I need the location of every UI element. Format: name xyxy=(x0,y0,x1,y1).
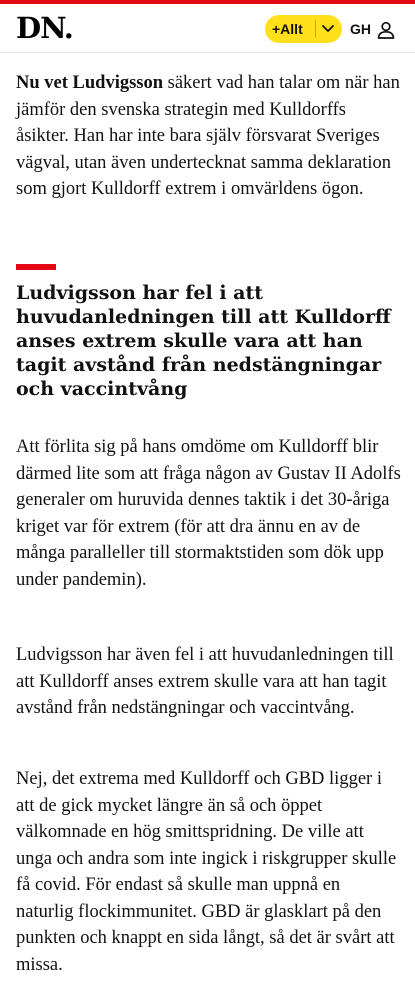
button-divider xyxy=(315,20,316,38)
all-sections-label: +Allt xyxy=(272,21,303,37)
dn-logo[interactable]: DN. xyxy=(16,11,73,45)
article-paragraph: Att förlita sig på hans omdöme om Kulldorff blir därmed lite som att fråga någon av Gustav II Adolfs generaler om huruvida dennes taktik i det 30-åriga kriget var för extrem (för att dra ännu en av de många paralleller till stormaktstiden som dök upp under pandemin). xyxy=(16,437,401,590)
article-subheading: Ludvigsson har fel i att huvudanledningen till att Kulldorff anses extrem skulle vara att han tagit avstånd från nedstängningar och vaccintvång xyxy=(16,282,391,400)
user-initials[interactable]: GH xyxy=(350,21,371,37)
subheading-accent-bar xyxy=(16,264,56,270)
user-icon[interactable] xyxy=(377,21,395,39)
all-sections-button[interactable] xyxy=(265,15,342,43)
paragraph-text: säkert vad han talar om när han jämför den svenska strategin med Kulldorffs åsikter. Han har inte bara själv försvarat Sveriges vägval, utan även undertecknat samma deklaration som gjort Kulldorff extrem i omvärldens ögon. xyxy=(16,73,400,199)
article-paragraph: Nej, det extrema med Kulldorff och GBD ligger i att de gick mycket längre än så och öppet välkomnade en hög smittspridning. De ville att unga och andra som inte ingick i riskgrupper skulle få covid. För endast så skulle man uppnå en naturlig flockimmunitet. GBD är glasklart på den punkten och knappt en sida långt, så det är svårt att missa. xyxy=(16,769,397,975)
site-header xyxy=(0,4,415,53)
article-paragraph xyxy=(16,70,401,203)
chevron-down-icon[interactable] xyxy=(320,22,336,36)
article-paragraph: Ludvigsson har även fel i att huvudanledningen till att Kulldorff anses extrem skulle vara att han tagit avstånd från nedstängningar och vaccintvång. xyxy=(16,645,394,718)
paragraph-lead: Nu vet Ludvigsson xyxy=(16,73,164,93)
